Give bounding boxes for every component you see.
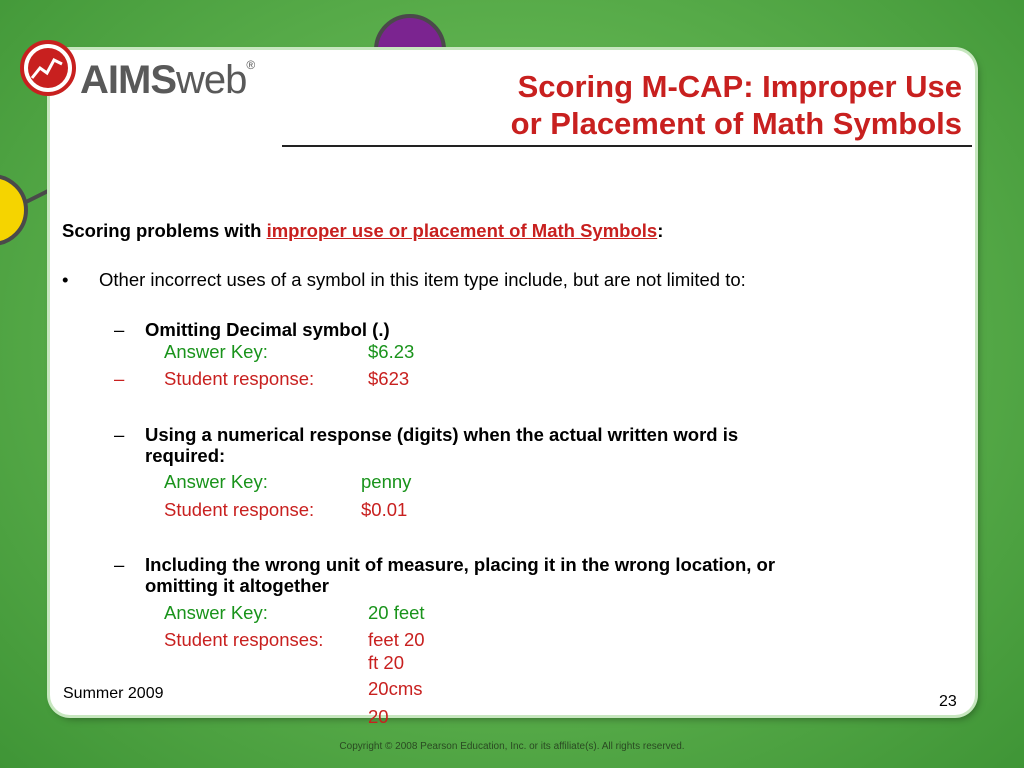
section3-resp-value: 20 bbox=[368, 706, 389, 727]
page-number: 23 bbox=[939, 693, 957, 710]
dash-marker: – bbox=[114, 319, 125, 340]
section2-heading-line2: required: bbox=[145, 445, 226, 466]
section2-heading-line1: Using a numerical response (digits) when the actual written word is bbox=[145, 424, 739, 445]
copyright-notice: Copyright © 2008 Pearson Education, Inc. or its affiliate(s). All rights reserved. bbox=[339, 741, 685, 752]
aimsweb-logo-icon bbox=[20, 40, 76, 96]
section3-key-value: 20 feet bbox=[368, 602, 425, 623]
dash-marker: – bbox=[114, 424, 125, 445]
section3-resp-label: Student responses: bbox=[164, 629, 324, 650]
section2-key-value: penny bbox=[361, 471, 412, 492]
dash-marker-red: – bbox=[114, 368, 125, 389]
section3-heading-line2: omitting it altogether bbox=[145, 575, 329, 596]
section1-key-value: $6.23 bbox=[368, 341, 415, 362]
yellow-circle-left bbox=[0, 176, 26, 244]
section2-resp-label: Student response: bbox=[164, 499, 315, 520]
section3-resp-value: 20cms bbox=[368, 678, 423, 699]
section1-heading: Omitting Decimal symbol (.) bbox=[145, 319, 390, 340]
dash-marker: – bbox=[114, 554, 125, 575]
slide-title-line1: Scoring M-CAP: Improper Use bbox=[517, 69, 962, 104]
slide-title bbox=[511, 68, 962, 142]
section1-resp-label: Student response: bbox=[164, 368, 315, 389]
section2-resp-value: $0.01 bbox=[361, 499, 408, 520]
section3-resp-value: feet 20 bbox=[368, 629, 425, 650]
section3-key-label: Answer Key: bbox=[164, 602, 268, 623]
aimsweb-logo: AIMSweb® bbox=[80, 58, 255, 102]
section1-resp-value: $623 bbox=[368, 368, 410, 389]
bullet-item: • Other incorrect uses of a symbol in this item type include, but are not limited to: bbox=[62, 269, 746, 290]
slide-title-line2: or Placement of Math Symbols bbox=[510, 106, 962, 141]
section3-heading-line1: Including the wrong unit of measure, placing it in the wrong location, or bbox=[145, 554, 776, 575]
section3-resp-value: ft 20 bbox=[368, 652, 404, 673]
footer-date: Summer 2009 bbox=[63, 685, 164, 702]
intro-line: Scoring problems with improper use or placement of Math Symbols: bbox=[62, 220, 664, 241]
title-underline bbox=[282, 145, 972, 147]
section1-key-label: Answer Key: bbox=[164, 341, 268, 362]
section2-key-label: Answer Key: bbox=[164, 471, 268, 492]
